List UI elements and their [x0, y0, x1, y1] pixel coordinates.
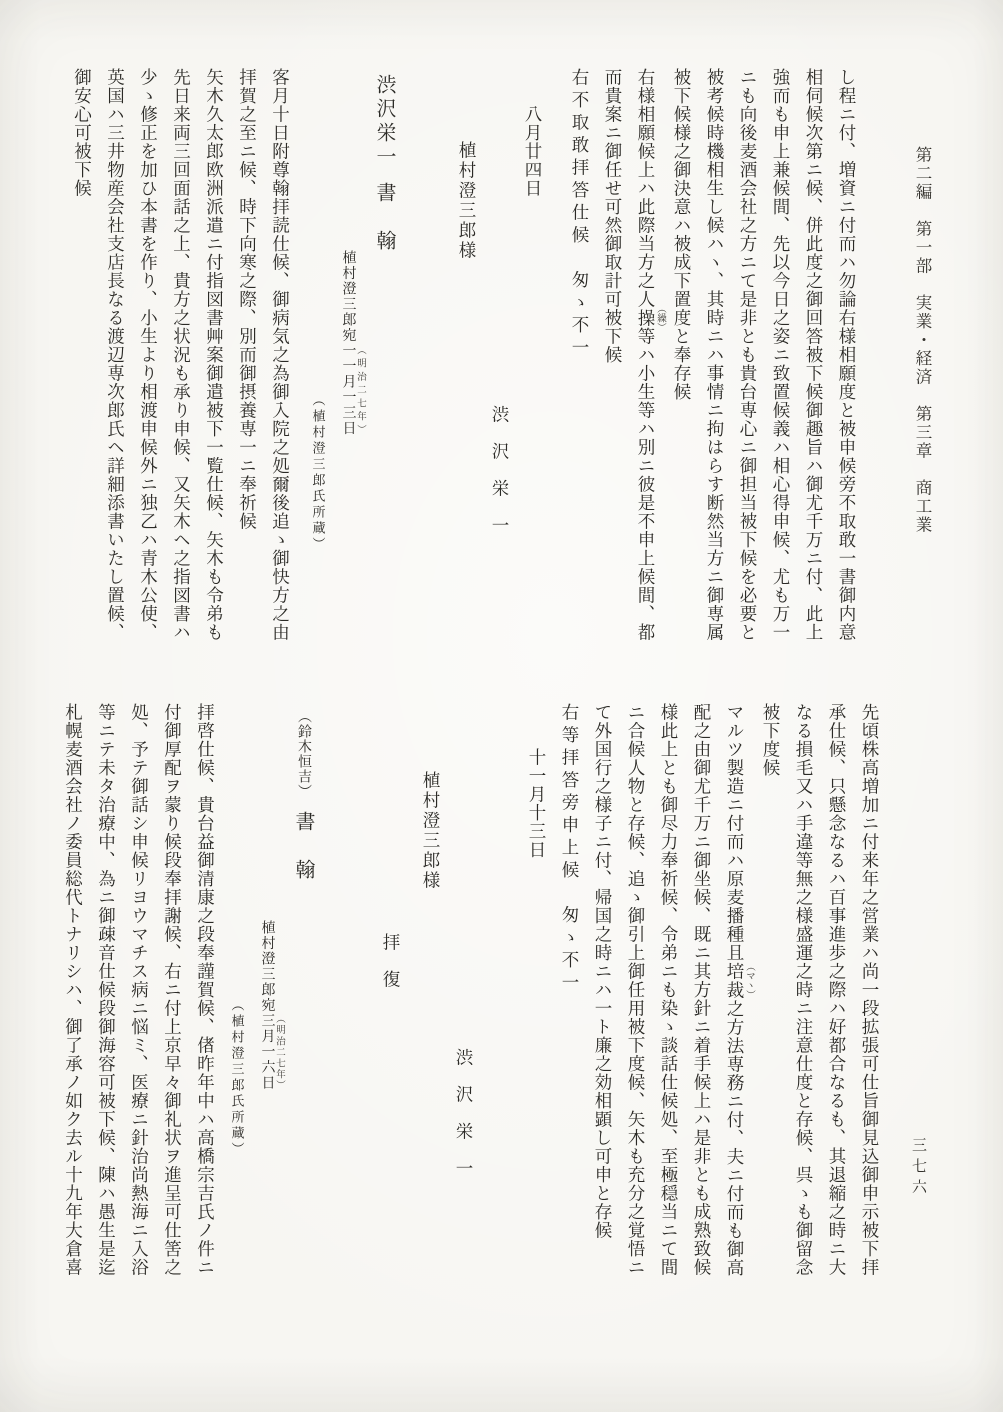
letter-line: て外国行之様子ニ付、帰国之時ニハ一ト廉之効相顕し可申と存候	[593, 703, 613, 1240]
letter-line: し程ニ付、増資ニ付而ハ勿論右様相願度と被申候旁不取敢一書御内意	[837, 68, 857, 642]
letter-signature: 渋 沢 栄 一	[490, 405, 510, 535]
sic-annotated-word: 培裁 （マヽ）	[725, 961, 754, 1000]
letter-line: 強而も申上兼候間、先以今日之姿ニ致置候義ハ相心得申候、尤も万一	[771, 68, 791, 642]
letter-line: 被考候時機相生し候ハヽ、其時ニハ事情ニ拘はらす断然当方ニ御専属	[705, 68, 725, 642]
letter-line: 配之由御尤千万ニ御坐候、既ニ其方針ニ着手候上ハ是非とも成熟致候	[692, 703, 712, 1277]
era-note: （明治二七年）	[274, 1013, 284, 1091]
letter-line: 相伺候次第ニ候、併此度之御回答被下候御趣旨ハ御尤千万ニ付、此上	[804, 68, 824, 642]
heading-title: 書 翰	[373, 182, 395, 254]
letter-line: ニも向後麦酒会社之方ニて是非とも貴台専心ニ御担当被下候を必要と	[738, 68, 758, 642]
letter-addressee: 植村澄三郎様	[457, 141, 477, 261]
line-segment: 等ハ小生等ハ別ニ彼是不申上候間、都	[636, 327, 656, 642]
letter-signature: 渋 沢 栄 一	[454, 1048, 474, 1178]
heading-addressee-date: 植村澄三郎宛三月一六日 （明治二七年）	[259, 920, 284, 1091]
dated-with-era: 三月一六日 （明治二七年）	[259, 1013, 284, 1091]
heading-author: 渋沢栄一	[373, 74, 395, 170]
running-header: 第二編 第一部 実業・経済 第三章 商工業	[913, 146, 932, 535]
page-number: 三七六	[910, 1137, 926, 1200]
line-segment: 之方法専務ニ付、夫ニ付而も御高	[725, 999, 745, 1277]
letter-heading	[284, 703, 322, 1328]
letter-line: 拝賀之至ニ候、時下向寒之際、別而御摂養専一ニ奉祈候	[237, 68, 258, 531]
letter-closing-line: 右等拝答旁申上候 匆ゝ不一	[560, 703, 580, 996]
letter-date: 八月廿四日	[523, 105, 543, 198]
letter-line: 付御厚配ヲ蒙り候段奉拝謝候、右ニ付上京早々御礼状ヲ進呈可仕筈之	[162, 703, 183, 1277]
letter-line: 矢木久太郎欧洲派遣ニ付指図書艸案御遣被下一覧仕候、矢木も令弟も	[204, 68, 225, 642]
line-segment: 右様相願候上ハ此際当方之人	[636, 68, 656, 309]
letter-line: 英国ハ三井物産会社支店長なる渡辺専次郎氏ヘ詳細添書いたし置候、	[105, 68, 126, 642]
letter-line-with-sic	[718, 703, 754, 1328]
reply-salutation: 拝 復	[381, 933, 401, 989]
heading-addressee-date: 植村澄三郎宛一一月一三日 （明治二七年）	[340, 250, 365, 436]
top-text-block	[66, 68, 864, 683]
letter-addressee: 植村澄三郎様	[421, 771, 441, 891]
line-segment: マルツ製造ニ付而ハ原麦播種且	[725, 703, 745, 962]
letter-line: 御安心可被下候	[72, 68, 93, 198]
sic-annotated-word: 操 （繰）	[636, 303, 665, 332]
letter-closing-line: 右不取敢拝答仕候 匆ゝ不一	[570, 68, 590, 361]
bottom-text-block	[57, 703, 887, 1328]
heading-title: 書 翰	[292, 811, 314, 883]
letter-line: ニ合候人物と存候、追ゝ御引上御任用被下度候、矢木も充分之覚悟ニ	[626, 703, 646, 1277]
letter-line: 客月十日附尊翰拝読仕候、御病気之為御入院之処爾後追ゝ御快方之由	[270, 68, 291, 642]
provenance-note: （植村澄三郎氏所蔵）	[310, 393, 326, 553]
sic-note: （繰）	[655, 303, 665, 332]
era-note: （明治二七年）	[355, 343, 365, 436]
letter-line: 被下度候	[761, 703, 781, 777]
letter-line: 而貴案ニ御任せ可然御取計可被下候	[603, 68, 623, 364]
letter-line: 札幌麦酒会社ノ委員総代トナリシハ、御了承ノ如ク去ル十九年大倉喜	[63, 703, 84, 1277]
letter-line: 先頃株高増加ニ付来年之営業ハ尚一段拡張可仕旨御見込御申示被下拝	[860, 703, 880, 1277]
letter-line: 承仕候、只懸念なるハ百事進歩之際ハ好都合なるも、其退縮之時ニ大	[827, 703, 847, 1277]
provenance-note: （植村澄三郎氏所蔵）	[229, 998, 245, 1158]
heading-spacer	[303, 799, 304, 811]
dated-with-era: 一一月一三日 （明治二七年）	[340, 343, 365, 436]
letter-line: 処、予テ御話シ申候リヨウマチス病ニ悩ミ、医療ニ針治尚熱海ニ入浴	[129, 703, 150, 1277]
letter-line: 先日来両三回面話之上、貴方之状況も承り申候、又矢木ヘ之指図書ハ	[171, 68, 192, 642]
letter-line: 被下候様之御決意ハ被成下置度と奉存候	[672, 68, 692, 401]
letter-heading	[365, 68, 402, 683]
heading-spacer	[384, 170, 385, 182]
letter-line: 少ゝ修正を加ひ本書を作り、小生より相渡申候外ニ独乙ハ青木公使、	[138, 68, 159, 642]
letter-line: 様此上とも御尽力奉祈候、令弟ニも染ゝ談話仕候処、至極穏当ニて間	[659, 703, 679, 1277]
letter-line-with-sic	[629, 68, 665, 683]
letter-line: 拝啓仕候、貴台益御清康之段奉謹賀候、偖昨年中ハ高橋宗吉氏ノ件ニ	[195, 703, 216, 1277]
letter-line: 等ニテ未タ治療中、為ニ御疎音仕候段御海容可被下候、陳ハ愚生是迄	[96, 703, 117, 1277]
sic-note: （マヽ）	[744, 961, 754, 1000]
letter-line: なる損毛又ハ手違等無之様盛運之時ニ注意仕度と存候、呉ゝも御留念	[794, 703, 814, 1277]
letter-date: 十一月十三日	[527, 748, 547, 859]
heading-author: （鈴木恒吉）	[296, 709, 311, 799]
